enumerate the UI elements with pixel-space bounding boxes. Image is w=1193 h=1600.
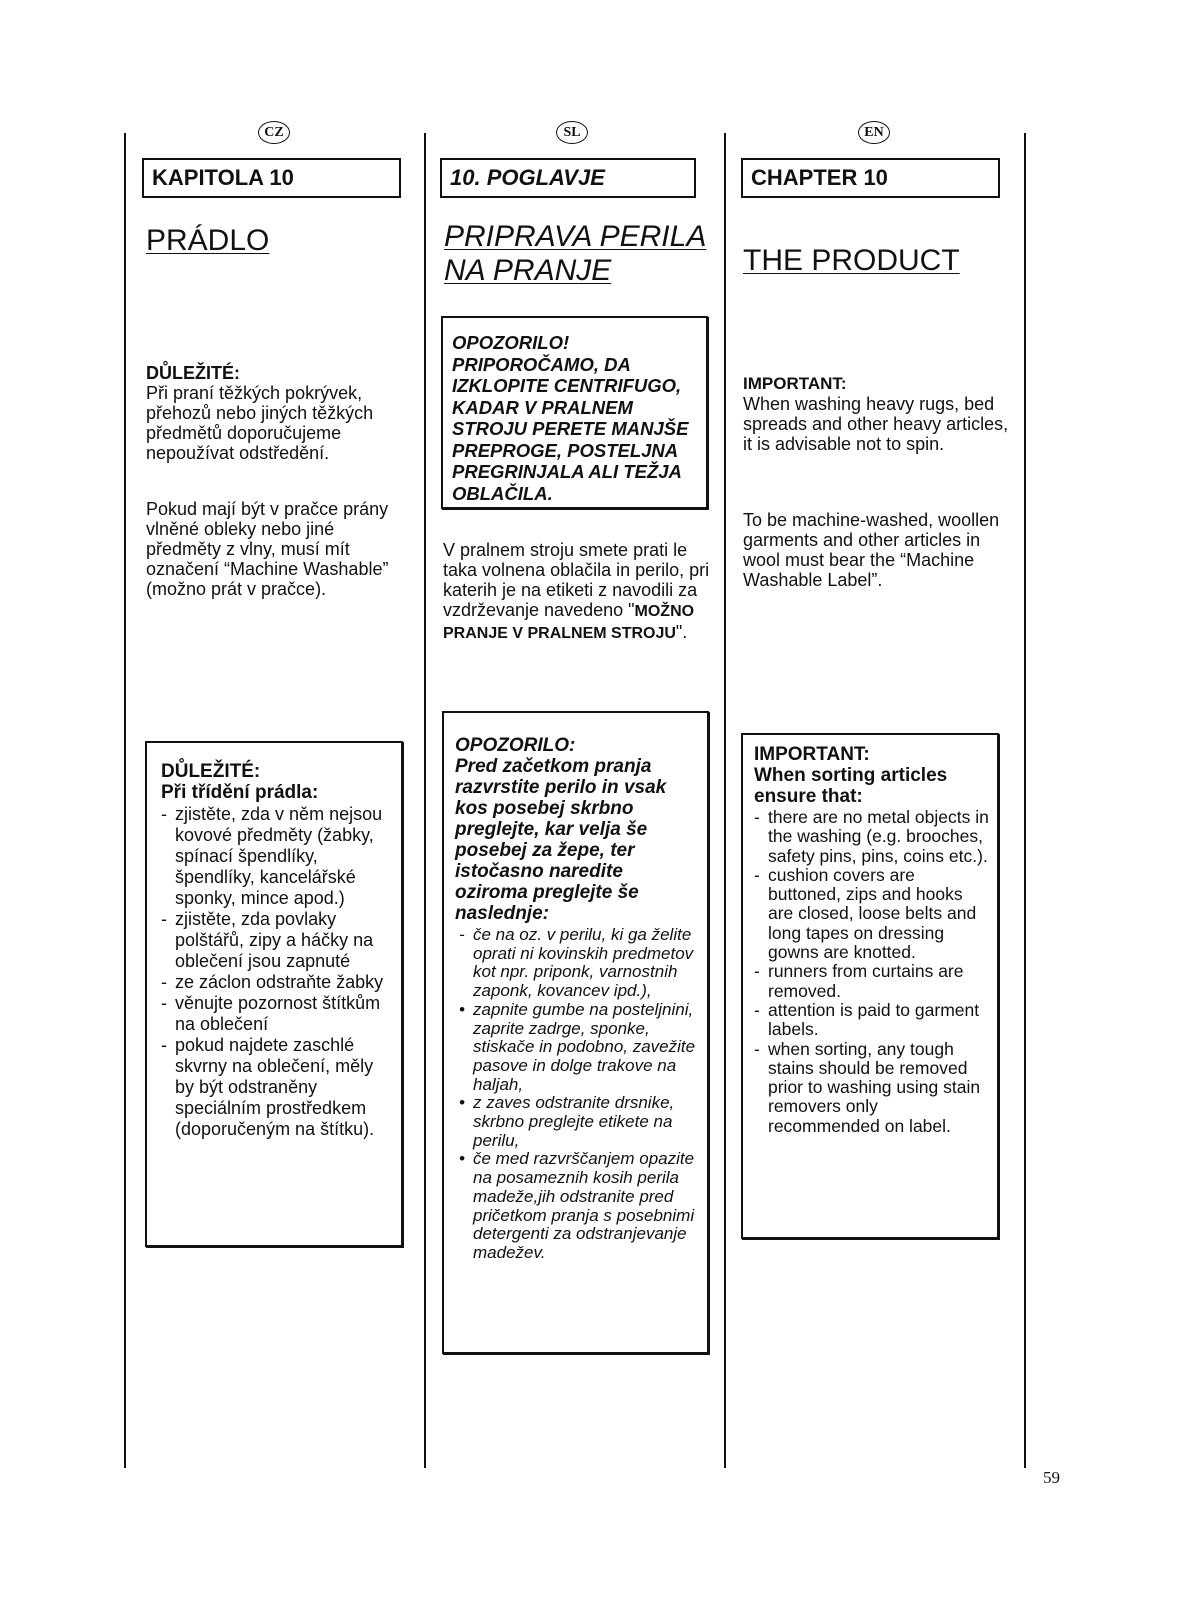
column-divider-middle-left — [424, 133, 426, 1468]
list-item: • zapnite gumbe na posteljnini, zaprite zadrge, sponke, stiskače in podobno, zavežite pasove in dolge trakove na haljah, — [459, 999, 696, 1094]
section-title-line: NA PRANJE — [444, 254, 612, 287]
list-item: - attention is paid to garment labels. — [754, 999, 980, 1040]
wool-text-emphasis: MOŽNO PRANJE V PRALNEM STROJU — [443, 603, 695, 642]
column-divider-left — [124, 133, 126, 1468]
sorting-intro: Pred začetkom pranja razvrstite perilo in vsak kos posebej skrbno preglejte, kar velja še posebej za žepe, ter istočasno naredite oziroma preglejte še naslednje: — [455, 756, 667, 924]
wool-note-en: To be machine-washed, woollen garments and other articles in wool must bear the “Machine Washable Label”. — [743, 510, 1000, 590]
warning-text: OPOZORILO! PRIPOROČAMO, DA IZKLOPITE CENTRIFUGO, KADAR V PRALNEM STROJU PERETE MANJŠE PREPROGE, POSTELJNA PREGRINJALA ALI TEŽJA OBLAČILA. — [452, 332, 689, 504]
language-badge-sl: SL — [556, 121, 588, 144]
sorting-box-sl — [442, 711, 709, 1354]
list-item: - věnujte pozornost štítkům na oblečení — [161, 993, 381, 1034]
sorting-heading-subtitle: When sorting articles ensure that: — [754, 765, 948, 807]
chapter-heading-en — [741, 158, 1000, 198]
sorting-heading-warning: OPOZORILO: — [455, 735, 576, 756]
list-item: - zjistěte, zda povlaky polštářů, zipy a háčky na oblečení jsou zapnuté — [161, 909, 374, 971]
list-item: - cushion covers are buttoned, zips and hooks are closed, loose belts and long tapes on dressing gowns are knotted. — [754, 864, 977, 963]
sorting-heading-important: DŮLEŽITÉ: — [161, 761, 261, 782]
sorting-box-en — [741, 733, 999, 1239]
list-item: - when sorting, any tough stains should be removed prior to washing using stain removers only recommended on label. — [754, 1038, 981, 1136]
important-note-en — [743, 374, 1018, 454]
sorting-list-sl — [459, 926, 699, 1263]
wool-text-end: ". — [675, 622, 688, 642]
sorting-box-cz — [145, 741, 403, 1247]
sorting-list-cz — [161, 804, 391, 1140]
list-item: - če na oz. v perilu, ki ga želite oprati ni kovinskih predmetov kot npr. priponk, varnostnih zaponk, kovancev ipd.), — [459, 925, 694, 1001]
chapter-heading-sl — [440, 158, 696, 198]
list-item: • če med razvrščanjem opazite na posameznih kosih perila madeže,jih odstranite pred pričetkom pranja s posebnimi detergenti za odstranjevanje madežev. — [459, 1149, 695, 1262]
chapter-label: 10. POGLAVJE — [450, 165, 605, 190]
section-title-sl — [444, 220, 706, 288]
column-divider-middle-right — [724, 133, 726, 1468]
list-item: - pokud najdete zaschlé skvrny na oblečení, měly by být odstraněny speciálním prostředkem (doporučeným na štítku). — [161, 1035, 375, 1139]
wool-note-cz: Pokud mají být v pračce prány vlněné obleky nebo jiné předměty z vlny, musí mít označení “Machine Washable” (možno prát v pračce). — [146, 499, 389, 599]
column-divider-right — [1024, 133, 1026, 1468]
list-item: - zjistěte, zda v něm nejsou kovové předměty (žabky, spínací špendlíky, špendlíky, kancelářské sponky, mince apod.) — [161, 804, 383, 908]
chapter-label: KAPITOLA 10 — [152, 165, 294, 190]
list-item: - ze záclon odstraňte žabky — [161, 972, 384, 992]
warning-box-sl — [441, 316, 708, 509]
important-heading: IMPORTANT: — [743, 374, 847, 393]
chapter-label: CHAPTER 10 — [751, 165, 888, 190]
wool-text: V pralnem stroju smete prati le taka volnena oblačila in perilo, pri katerih je na etiketi z navodili za vzdrževanje navedeno " — [443, 540, 710, 620]
important-text: Při praní těžkých pokrývek, přehozů nebo jiných těžkých předmětů doporučujeme nepoužívat odstředění. — [146, 383, 374, 463]
section-title-cz: PRÁDLO — [146, 224, 270, 257]
list-item: - runners from curtains are removed. — [754, 961, 964, 1001]
sorting-heading-subtitle: Při třídění prádla: — [161, 782, 319, 803]
language-badge-cz: CZ — [258, 121, 290, 144]
page-number: 59 — [1043, 1468, 1060, 1487]
section-title-line: PRIPRAVA PERILA — [444, 220, 707, 253]
sorting-list-en — [754, 808, 989, 1136]
language-badge-en: EN — [858, 121, 890, 144]
sorting-heading-important: IMPORTANT: — [754, 744, 870, 765]
important-heading: DŮLEŽITÉ: — [146, 363, 240, 383]
important-note-cz — [146, 363, 414, 463]
wool-note-sl — [443, 540, 711, 644]
important-text: When washing heavy rugs, bed spreads and other heavy articles, it is advisable not to spin. — [743, 394, 1009, 454]
chapter-heading-cz — [142, 158, 401, 198]
list-item: - there are no metal objects in the washing (e.g. brooches, safety pins, pins, coins etc.). — [754, 807, 989, 866]
section-title-en: THE PRODUCT — [743, 244, 960, 277]
list-item: • z zaves odstranite drsnike, skrbno preglejte etikete na perilu, — [459, 1093, 675, 1150]
